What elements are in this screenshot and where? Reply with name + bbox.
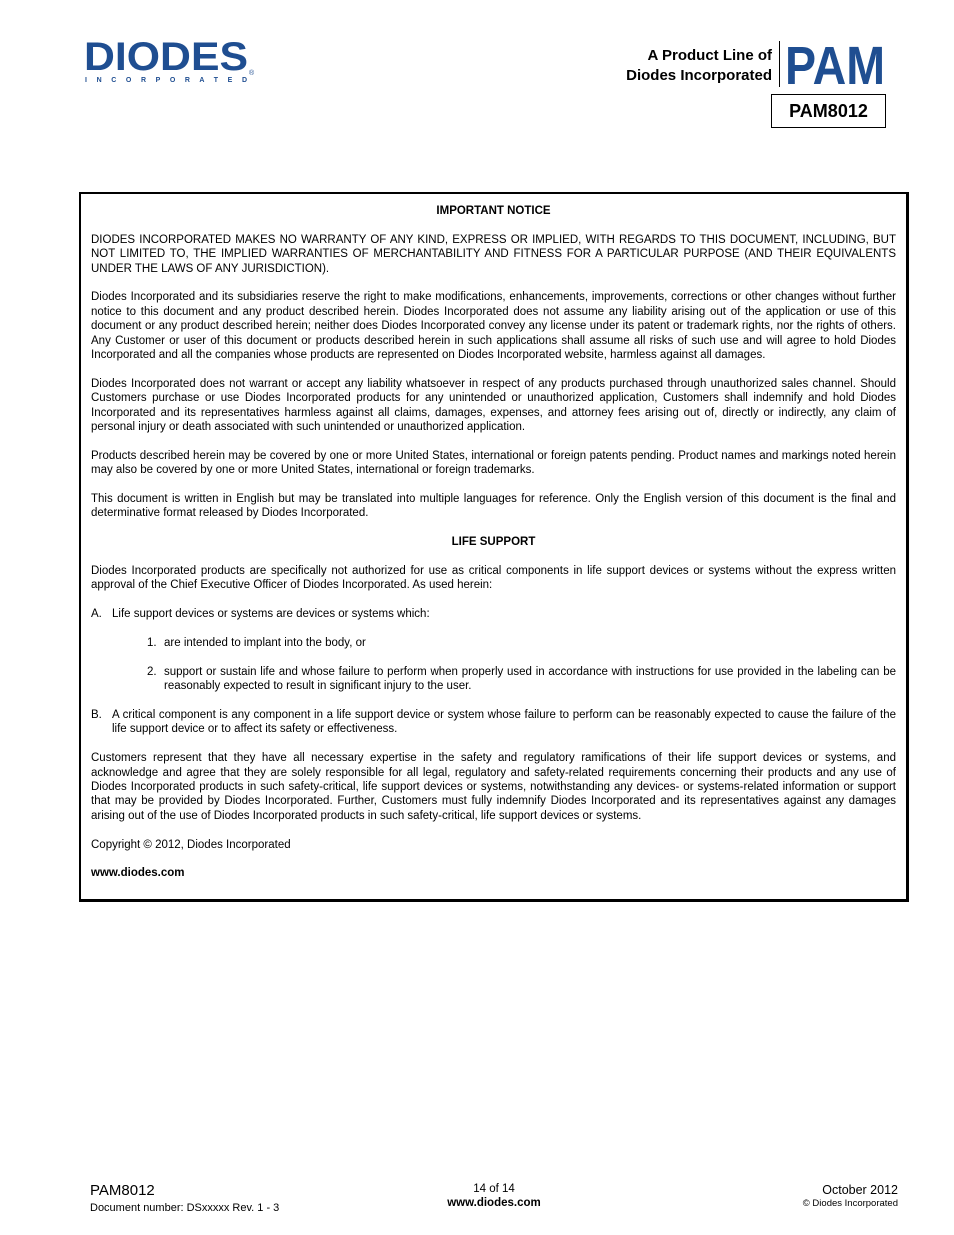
customers-paragraph: Customers represent that they have all necessary expertise in the safety and regulatory ramifications of their life support devices or systems, and acknowledge and agree that they are solely responsible for all legal, regulatory and safety-related requirements concerning their products and any use of Diodes Incorporated products in such safety-critical, life support devices or systems, notwithstanding any devices- or systems-related information or support that may be provided by Diodes Incorporated. Further, Customers must fully indemnify Diodes Incorporated and its representatives against any damages arising out of the use of Diodes Incorporated products in such safety-critical, life support devices or systems.	[91, 752, 896, 822]
footer-left	[90, 1182, 279, 1215]
list-marker: B.	[91, 709, 102, 722]
footer-website-link[interactable]: www.diodes.com	[447, 1197, 541, 1209]
footer-copyright: © Diodes Incorporated	[802, 1198, 898, 1209]
life-support-title: LIFE SUPPORT	[451, 536, 536, 549]
product-line-text	[626, 46, 772, 86]
footer-right	[803, 1183, 898, 1210]
product-line-2: Diodes Incorporated	[626, 67, 772, 84]
diodes-logo	[84, 35, 256, 84]
notice-paragraph: Products described herein may be covered by one or more United States, international or foreign patents pending. Product names and markings noted herein may also be covered by one or more United States, international or foreign trademarks.	[91, 449, 896, 477]
notice-paragraph: Diodes Incorporated does not warrant or accept any liability whatsoever in respect of any products purchased through unauthorized sales channel. Should Customers purchase or use Diodes Incorporated products for any unintended or unauthorized application, Customers shall indemnify and hold Diodes Incorporated and its representatives harmless against all claims, damages, expenses, and attorney fees arising out of, directly or indirectly, any claim of personal injury or death associated with such unintended or unauthorized application.	[91, 377, 896, 434]
pam-logo	[785, 36, 887, 96]
footer-page-number: 14 of 14	[473, 1183, 515, 1195]
list-item-2	[147, 665, 896, 694]
notice-paragraph: DIODES INCORPORATED MAKES NO WARRANTY OF ANY KIND, EXPRESS OR IMPLIED, WITH REGARDS TO THIS DOCUMENT, INCLUDING, BUT NOT LIMITED TO, THE IMPLIED WARRANTIES OF MERCHANTABILITY AND FITNESS FOR A PARTICULAR PURPOSE (AND THEIR EQUIVALENTS UNDER THE LAWS OF ANY JURISDICTION).	[91, 233, 896, 275]
pam-logo-text: PAM	[785, 36, 885, 96]
footer-center	[394, 1183, 594, 1210]
list-marker: A.	[91, 608, 102, 621]
list-item-1	[147, 636, 896, 650]
list-text: A critical component is any component in a life support device or system whose failure to perform can be reasonably expected to cause the failure of the life support device or to affect its safety or effectiveness.	[112, 709, 896, 736]
list-text: Life support devices or systems are devices or systems which:	[112, 608, 430, 621]
registered-mark: ®	[249, 70, 255, 77]
notice-title: IMPORTANT NOTICE	[436, 205, 551, 217]
list-text: support or sustain life and whose failure to perform when properly used in accordance with instructions for use provided in the labeling can be reasonably expected to result in significant injury to the user.	[164, 665, 896, 693]
notice-paragraph: Diodes Incorporated and its subsidiaries reserve the right to make modifications, enhancements, improvements, corrections or other changes without further notice to this document and any product described herein. Diodes Incorporated does not assume any liability arising out of the application or use of this document or any product described herein; neither does Diodes Incorporated convey any license under its patent or trademark rights, nor the rights of others. Any Customer or user of this document or products described herein in such applications shall assume all risks of such use and will agree to hold Diodes Incorporated and all the companies whose products are represented on Diodes Incorporated website, harmless against all damages.	[91, 291, 896, 362]
footer-document-number: Document number: DSxxxxx Rev. 1 - 3	[90, 1202, 280, 1214]
footer-part-number: PAM8012	[90, 1182, 155, 1199]
copyright-text: Copyright © 2012, Diodes Incorporated	[91, 838, 291, 851]
list-marker: 2.	[147, 665, 157, 678]
list-marker: 1.	[147, 637, 157, 650]
list-text: are intended to implant into the body, or	[164, 637, 366, 650]
list-item-b	[91, 708, 896, 737]
life-support-intro: Diodes Incorporated products are specifically not authorized for use as critical components in life support devices or systems without the express written approval of the Chief Executive Officer of Diodes Incorporated. As used herein:	[91, 565, 896, 592]
list-item-a	[91, 607, 896, 621]
diodes-logo-tagline: I N C O R P O R A T E D	[85, 77, 248, 84]
product-line-1: A Product Line of	[647, 47, 772, 64]
notice-paragraph: This document is written in English but may be translated into multiple languages for reference. Only the English version of this document is the final and determinative format released by Diodes Incorporated.	[91, 493, 896, 520]
important-notice-box	[79, 192, 909, 902]
part-number-box: PAM8012	[771, 94, 886, 128]
footer-date: October 2012	[822, 1183, 898, 1197]
diodes-logo-wordmark: DIODES	[84, 35, 248, 79]
website-link[interactable]: www.diodes.com	[91, 867, 185, 880]
header-divider	[779, 41, 780, 87]
